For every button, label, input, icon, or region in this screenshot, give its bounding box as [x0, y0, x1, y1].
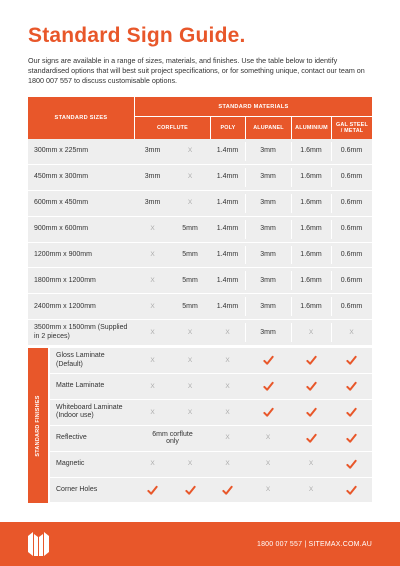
table-cell: 0.6mm	[340, 251, 363, 258]
check-cell	[291, 348, 331, 373]
table-cell: X	[150, 276, 155, 284]
table-cell: X	[225, 382, 230, 390]
column-header-poly: POLY	[210, 117, 245, 139]
table-cell: X	[265, 486, 271, 494]
table-cell: 0.6mm	[340, 302, 363, 310]
check-icon	[147, 485, 158, 496]
table-cell: 3mm	[260, 225, 276, 233]
size-label: 450mm x 300mm	[34, 173, 89, 181]
size-label: 3500mm x 1500mm (Supplied in 2 pieces)	[34, 324, 128, 340]
table-cell: X	[150, 225, 155, 233]
size-label: 600mm x 450mm	[34, 198, 89, 206]
check-cell	[245, 400, 291, 425]
column-header-corflute: CORFLUTE	[157, 124, 188, 131]
table-cell: X	[150, 408, 155, 416]
table-row	[28, 139, 372, 165]
table-cell: X	[150, 328, 155, 336]
table-cell: 1.4mm	[216, 225, 239, 233]
check-icon	[306, 381, 317, 392]
finish-row	[50, 478, 372, 504]
table-cell: 1.4mm	[216, 302, 239, 310]
column-header-gal-steel: GAL STEEL / METAL	[331, 117, 372, 139]
table-cell: X	[150, 302, 155, 310]
table-row	[28, 217, 372, 243]
table-cell: X	[150, 251, 155, 258]
table-cell: 3mm	[260, 276, 276, 284]
size-rows	[28, 139, 372, 346]
check-icon	[263, 355, 274, 366]
intro-text: Our signs are available in a range of sizes, materials, and finishes. Use the table below to identify standardised options that will best suit project specifications, or for something unique, contact our team on 1800 007 557 to discuss customisable options.	[28, 56, 365, 86]
check-cell	[170, 478, 210, 503]
table-cell: X	[187, 356, 193, 364]
check-cell	[331, 348, 372, 373]
table-cell: 0.6mm	[340, 199, 363, 207]
column-header-aluminium: ALUMINIUM	[291, 117, 331, 139]
page-title: Standard Sign Guide.	[28, 24, 246, 47]
table-cell: X	[265, 434, 271, 442]
footer	[0, 522, 400, 566]
finishes-side-band	[28, 348, 48, 503]
standard-finishes-label: STANDARD FINISHES	[35, 395, 41, 457]
table-cell: X	[225, 408, 230, 416]
table-cell: 6mm corflute only	[152, 430, 193, 446]
table-cell: 1.6mm	[300, 302, 322, 310]
table-cell: 1.6mm	[300, 225, 322, 233]
table-cell: X	[265, 460, 271, 468]
standard-sizes-header: STANDARD SIZES	[54, 115, 108, 121]
size-label: 2400mm x 1200mm	[34, 302, 96, 310]
table-cell: 5mm	[182, 302, 198, 310]
check-icon	[346, 433, 357, 444]
finish-row	[50, 400, 372, 426]
table-cell: X	[150, 382, 155, 390]
check-cell	[331, 400, 372, 425]
table-cell: X	[225, 460, 230, 468]
footer-contact: 1800 007 557 | SITEMAX.COM.AU	[256, 540, 372, 548]
table-cell: X	[187, 173, 193, 181]
table-cell: 1.6mm	[300, 276, 322, 284]
table-cell: 1.4mm	[216, 251, 239, 258]
table-cell: 3mm	[260, 302, 276, 310]
table-cell: X	[187, 147, 193, 155]
check-cell	[245, 374, 291, 399]
table-cell: 3mm	[260, 328, 276, 336]
table-cell: X	[225, 434, 230, 442]
table-cell: 3mm	[144, 173, 161, 181]
check-cell	[135, 478, 170, 503]
finish-label: Matte Laminate	[56, 382, 105, 390]
check-cell	[331, 478, 372, 503]
size-label: 900mm x 600mm	[34, 224, 89, 232]
table-cell: X	[150, 460, 155, 468]
table-cell: X	[150, 356, 155, 364]
check-icon	[346, 355, 357, 366]
table-cell: X	[308, 328, 314, 336]
check-icon	[263, 407, 274, 418]
check-icon	[346, 407, 357, 418]
table-cell: 1.4mm	[216, 199, 239, 207]
table-cell: X	[187, 382, 193, 390]
table-cell: 0.6mm	[340, 225, 363, 233]
table-row	[28, 243, 372, 269]
table-cell: X	[349, 328, 354, 336]
check-icon	[263, 381, 274, 392]
sitemax-logo-icon	[28, 532, 50, 556]
check-icon	[346, 485, 357, 496]
finish-row	[50, 426, 372, 452]
check-icon	[306, 355, 317, 366]
table-cell: 3mm	[144, 199, 161, 207]
table-cell: 1.4mm	[216, 276, 239, 284]
table-row	[28, 165, 372, 191]
size-label: 300mm x 225mm	[34, 147, 89, 155]
table-cell: 3mm	[260, 147, 276, 155]
table-cell: X	[187, 328, 193, 336]
table-cell: X	[187, 408, 193, 416]
table-row	[28, 294, 372, 320]
table-cell: 1.4mm	[216, 173, 239, 181]
check-cell	[291, 374, 331, 399]
check-icon	[306, 433, 317, 444]
check-cell	[291, 426, 331, 451]
finishes-section	[28, 348, 372, 503]
finish-label: Reflective	[56, 433, 87, 441]
table-cell: 1.6mm	[300, 173, 322, 181]
finish-row	[50, 452, 372, 478]
table-cell: 3mm	[260, 173, 276, 181]
standard-materials-header: STANDARD MATERIALS	[135, 97, 372, 117]
table-row	[28, 268, 372, 294]
table-cell: 3mm	[260, 251, 276, 258]
check-icon	[306, 407, 317, 418]
table-row	[28, 320, 372, 346]
table-cell: 1.6mm	[300, 147, 322, 155]
size-label: 1800mm x 1200mm	[34, 276, 96, 284]
check-icon	[222, 485, 233, 496]
table-cell: 3mm	[260, 199, 276, 207]
table-cell: 1.6mm	[300, 251, 322, 258]
finish-label: Corner Holes	[56, 485, 98, 493]
table-cell: X	[308, 460, 314, 468]
column-header-alupanel: ALUPANEL	[245, 117, 291, 139]
finish-label: Magnetic	[56, 459, 85, 467]
finish-rows	[28, 348, 372, 503]
table-header	[28, 97, 372, 139]
finish-label: Whiteboard Laminate (Indoor use)	[56, 403, 123, 420]
table-cell: 5mm	[182, 251, 198, 258]
table-cell: 0.6mm	[340, 173, 363, 181]
table-cell: X	[225, 328, 230, 336]
check-cell	[210, 478, 245, 503]
table-cell: 5mm	[182, 225, 198, 233]
check-icon	[346, 459, 357, 470]
check-cell	[331, 452, 372, 477]
table-cell: 3mm	[144, 147, 161, 155]
check-cell	[245, 348, 291, 373]
table-row	[28, 191, 372, 217]
finish-row	[50, 348, 372, 374]
size-label: 1200mm x 900mm	[34, 250, 92, 258]
table-cell: 1.6mm	[300, 199, 322, 207]
check-cell	[331, 426, 372, 451]
check-cell	[291, 400, 331, 425]
check-cell	[331, 374, 372, 399]
table-cell: 1.4mm	[216, 147, 239, 155]
sign-guide-table	[28, 97, 372, 503]
check-icon	[346, 381, 357, 392]
check-icon	[185, 485, 196, 496]
table-cell: 0.6mm	[340, 147, 363, 155]
finish-row	[50, 374, 372, 400]
finish-label: Gloss Laminate (Default)	[56, 352, 105, 368]
table-cell: X	[225, 356, 230, 364]
table-cell: X	[187, 460, 193, 468]
table-cell: X	[308, 486, 314, 494]
table-cell: X	[187, 199, 193, 207]
table-cell: 0.6mm	[340, 276, 363, 284]
table-cell: 5mm	[182, 276, 198, 284]
